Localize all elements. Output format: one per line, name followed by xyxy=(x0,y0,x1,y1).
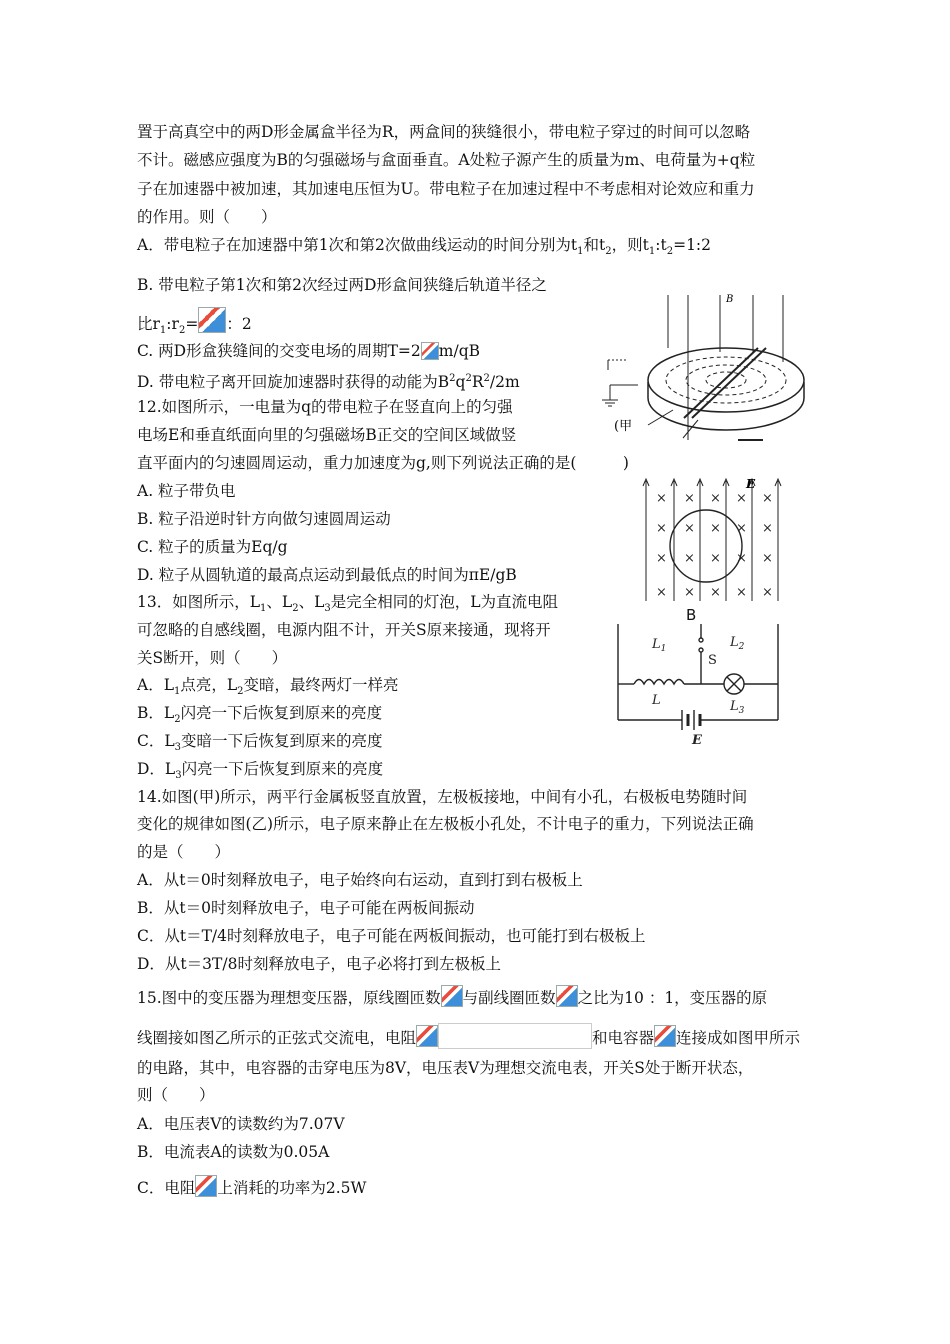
option-11a: A．带电粒子在加速器中第1次和第2次做曲线运动的时间分别为$t_1$和$t_2$，则$t_1:t_2=1:2$ xyxy=(137,236,712,258)
cyclotron-figure xyxy=(588,290,820,442)
broken-image-icon xyxy=(556,985,578,1007)
option-12a: A. 粒子带负电 xyxy=(137,482,236,500)
text-line: 电场E和垂直纸面向里的匀强磁场B正交的空间区域做竖 xyxy=(137,426,517,444)
text-line: 可忽略的自感线圈，电源内阻不计，开关S原来接通，现将开 xyxy=(137,621,551,639)
svg-text:×: × xyxy=(684,521,695,536)
option-12b: B. 粒子沿逆时针方向做匀速圆周运动 xyxy=(137,510,391,528)
question-12: 12.如图所示，一电量为q的带电粒子在竖直向上的匀强 xyxy=(137,398,513,416)
svg-text:×: × xyxy=(710,521,721,536)
label-b-figure: B xyxy=(686,606,697,624)
question-14: 14.如图(甲)所示，两平行金属板竖直放置，左极板接地，中间有小孔，右极板电势随时间 xyxy=(137,788,748,806)
text-line: 线圈接如图乙所示的正弦式交流电，电阻 和电容器 连接成如图甲所示 xyxy=(137,1023,800,1049)
option-12d: D. 粒子从圆轨道的最高点运动到最低点的时间为πE/gB xyxy=(137,566,517,584)
svg-text:×: × xyxy=(736,491,747,506)
broken-image-icon xyxy=(441,985,463,1007)
broken-image-icon xyxy=(654,1025,676,1047)
text-line: 的电路，其中，电容器的击穿电压为8V，电压表V为理想交流电表，开关S处于断开状态， xyxy=(137,1059,754,1077)
label-e: E xyxy=(692,733,702,748)
option-14b: B．从t＝0时刻释放电子，电子可能在两板间振动 xyxy=(137,899,475,917)
broken-image-icon xyxy=(421,342,439,360)
option-11b: B. 带电粒子第1次和第2次经过两D形盒间狭缝后轨道半径之 xyxy=(137,276,547,294)
option-15c: C．电阻 上消耗的功率为2.5W xyxy=(137,1175,366,1198)
svg-text:×: × xyxy=(710,491,721,506)
svg-text:×: × xyxy=(762,491,773,506)
broken-image-icon xyxy=(416,1025,438,1047)
circuit-figure xyxy=(612,618,784,748)
svg-text:×: × xyxy=(684,551,695,566)
text-line: 的作用。则（ ） xyxy=(137,208,277,226)
text-line: 的是（ ） xyxy=(137,843,231,861)
option-11d: D. 带电粒子离开回旋加速器时获得的动能为$B^2q^2R^2/2m$ xyxy=(137,373,520,392)
svg-text:×: × xyxy=(736,521,747,536)
option-15a: A．电压表V的读数约为7.07V xyxy=(137,1115,345,1133)
svg-text:×: × xyxy=(762,551,773,566)
option-14d: D．从t＝3T/8时刻释放电子，电子必将打到左极板上 xyxy=(137,955,501,973)
svg-text:×: × xyxy=(736,585,747,600)
svg-text:×: × xyxy=(684,585,695,600)
label-jia: (甲 xyxy=(614,419,633,434)
option-12c: C. 粒子的质量为Eq/g xyxy=(137,538,288,556)
label-l: L xyxy=(652,693,661,708)
text-line: 不计。磁感应强度为B的匀强磁场与盒面垂直。A处粒子源产生的质量为m、电荷量为+q粒 xyxy=(137,151,756,169)
text-line: 变化的规律如图(乙)所示，电子原来静止在左极板小孔处，不计电子的重力，下列说法正确 xyxy=(137,815,754,833)
broken-image-icon xyxy=(198,307,226,333)
svg-text:×: × xyxy=(684,491,695,506)
option-11c: C. 两D形盒狭缝间的交变电场的周期T=2 m/qB xyxy=(137,342,481,360)
text-line: 则（ ） xyxy=(137,1086,215,1104)
text-line: 直平面内的匀速圆周运动，重力加速度为g,则下列说法正确的是( ) xyxy=(137,454,629,472)
label-l3: $L_3$ xyxy=(730,699,745,716)
question-15: 15.图中的变压器为理想变压器，原线圈匝数 与副线圈匝数 之比为10 ：1，变压器的原 xyxy=(137,985,767,1008)
svg-text:×: × xyxy=(736,551,747,566)
option-13c: C．$L_3$变暗一下后恢复到原来的亮度 xyxy=(137,732,383,754)
question-13: 13．如图所示，$L_1$、$L_2$、$L_3$是完全相同的灯泡，L为直流电阻 xyxy=(137,593,559,615)
label-b: B xyxy=(726,294,734,305)
label-l1: $L_1$ xyxy=(652,637,667,654)
label-s: S xyxy=(708,653,717,668)
option-13a: A．$L_1$点亮，$L_2$变暗，最终两灯一样亮 xyxy=(137,676,399,698)
option-11b-cont: 比$r_1:r_2=$ ：2 xyxy=(137,307,252,341)
svg-text:×: × xyxy=(710,551,721,566)
option-14c: C．从t＝T/4时刻释放电子，电子可能在两板间振动，也可能打到右极板上 xyxy=(137,927,646,945)
option-13b: B．$L_2$闪亮一下后恢复到原来的亮度 xyxy=(137,704,383,726)
text-line: 子在加速器中被加速，其加速电压恒为U。带电粒子在加速过程中不考虑相对论效应和重力 xyxy=(137,180,755,198)
svg-text:×: × xyxy=(656,521,667,536)
text-line: 关S断开，则（ ） xyxy=(137,649,288,667)
label-e: E xyxy=(746,477,756,491)
option-13d: D．$L_3$闪亮一下后恢复到原来的亮度 xyxy=(137,760,384,782)
svg-text:×: × xyxy=(656,585,667,600)
svg-text:×: × xyxy=(710,585,721,600)
field-figure xyxy=(638,476,790,604)
option-15b: B．电流表A的读数为0.05A xyxy=(137,1143,330,1161)
svg-text:×: × xyxy=(762,521,773,536)
image-placeholder xyxy=(438,1023,592,1049)
text-line: 置于高真空中的两D形金属盒半径为R，两盒间的狭缝很小，带电粒子穿过的时间可以忽略 xyxy=(137,123,751,141)
broken-image-icon xyxy=(195,1175,217,1197)
label-l2: $L_2$ xyxy=(730,635,745,652)
svg-text:×: × xyxy=(656,551,667,566)
svg-text:×: × xyxy=(656,491,667,506)
svg-text:×: × xyxy=(762,585,773,600)
option-14a: A．从t＝0时刻释放电子，电子始终向右运动，直到打到右极板上 xyxy=(137,871,583,889)
